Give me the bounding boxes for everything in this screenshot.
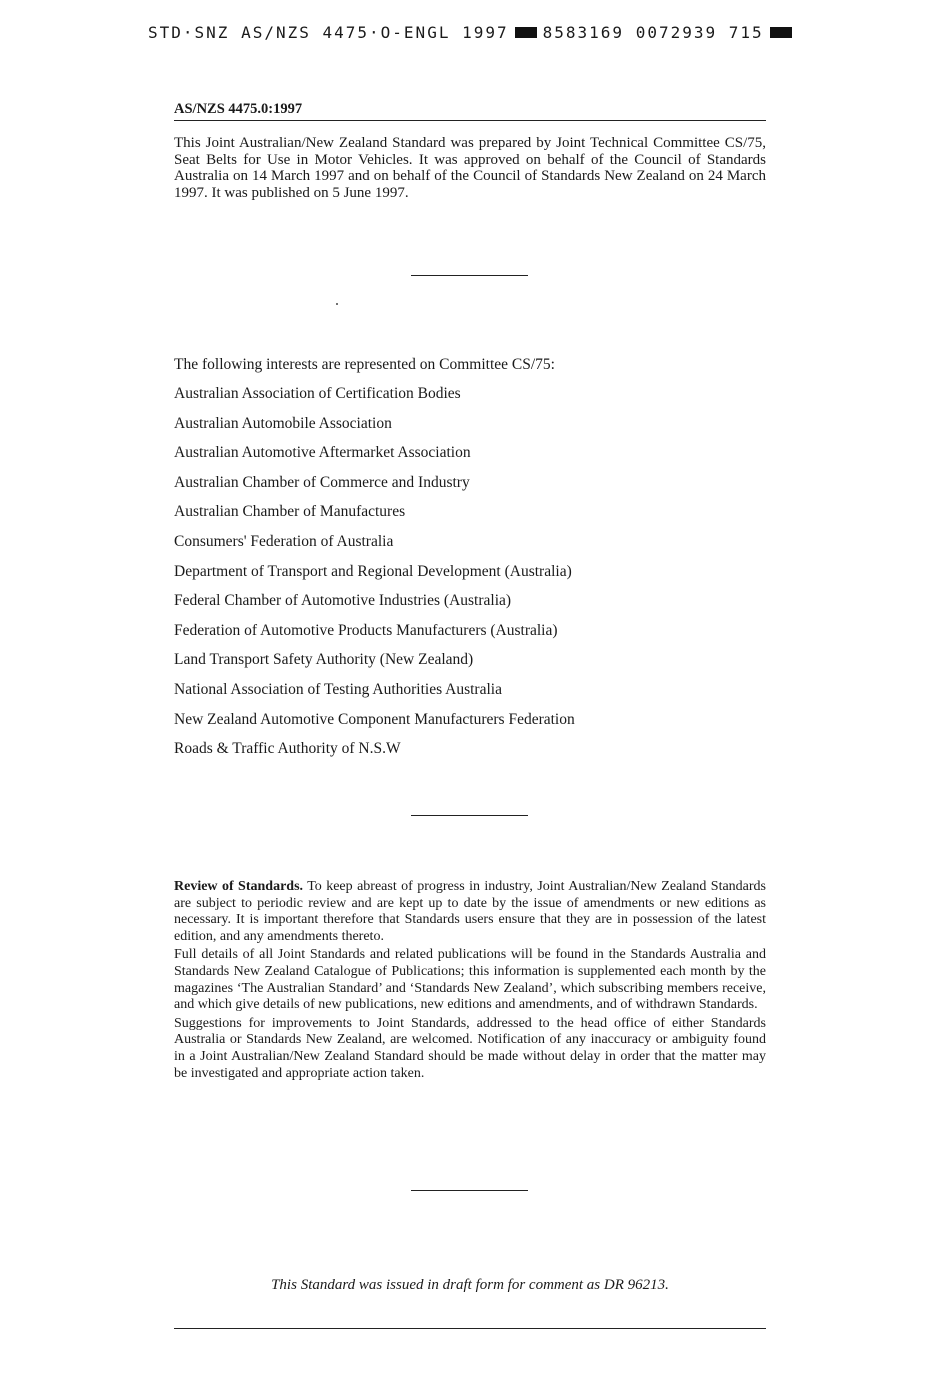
committee-member-list (174, 384, 766, 769)
review-paragraph: Full details of all Joint Standards and related publications will be found in the Standards Australia and Standards New Zealand Catalogue of Publications; this information is supplemented each month by the magazines ‘The Australian Standard’ and ‘Standards New Zealand’, which subscribing members receive, and which give details of new publications, new editions and amendments, and of withdrawn Standards. (174, 947, 766, 1013)
committee-member: Federation of Automotive Products Manufacturers (Australia) (174, 621, 558, 639)
redaction-block (770, 27, 792, 38)
committee-member: New Zealand Automotive Component Manufacturers Federation (174, 710, 575, 728)
review-of-standards (174, 879, 766, 1084)
committee-member: National Association of Testing Authorities Australia (174, 680, 502, 698)
committee-member: Australian Automobile Association (174, 414, 392, 432)
committee-member: Australian Automotive Aftermarket Association (174, 444, 471, 462)
committee-member: Australian Association of Certification Bodies (174, 385, 461, 402)
review-paragraph: Suggestions for improvements to Joint Standards, addressed to the head office of either Standards Australia or Standards New Zealand, are welcomed. Notification of any inaccuracy or ambiguity found in a Joint Australian/New Zealand Standard should be made without delay in order that the matter may be investigated and appropriate action taken. (174, 1015, 766, 1081)
review-heading: Review of Standards. (174, 879, 304, 894)
committee-member: Department of Transport and Regional Development (Australia) (174, 562, 572, 580)
committee-member: Federal Chamber of Automotive Industries (Australia) (174, 592, 512, 610)
committee-member: Consumers' Federation of Australia (174, 532, 394, 550)
committee-member: Australian Chamber of Commerce and Industry (174, 473, 470, 491)
scan-header-code (148, 20, 818, 44)
section-divider (411, 815, 528, 816)
scan-speck (336, 303, 338, 305)
redaction-block (515, 27, 537, 38)
committee-lead: The following interests are represented on Committee CS/75: (174, 356, 555, 373)
review-text: To keep abreast of progress in industry, Joint Australian/New Zealand Standards are subject to periodic review and are kept up to date by the issue of amendments or new editions as necessary. It is important therefore that Standards users ensure that they are in possession of the latest edition, and any amendments thereto. (174, 879, 767, 944)
section-divider (411, 1190, 528, 1191)
header-code-right: 8583169 0072939 715 (542, 22, 764, 42)
draft-note: This Standard was issued in draft form for comment as DR 96213. (271, 1277, 669, 1293)
intro-paragraph: This Joint Australian/New Zealand Standard was prepared by Joint Technical Committee CS/75, Seat Belts for Use in Motor Vehicles. It was approved on behalf of the Council of Standards Australia on 14 March 1997 and on behalf of the Council of Standards New Zealand on 24 March 1997. It was published on 5 June 1997. (174, 135, 766, 201)
section-divider (411, 275, 528, 276)
committee-member: Roads & Traffic Authority of N.S.W (174, 740, 401, 758)
footer-rule (174, 1328, 766, 1329)
committee-member: Land Transport Safety Authority (New Zealand) (174, 651, 474, 669)
review-paragraph (174, 879, 766, 945)
header-code-left: STD·SNZ AS/NZS 4475·O-ENGL 1997 (148, 22, 509, 42)
document-id: AS/NZS 4475.0:1997 (174, 101, 766, 121)
committee-section (174, 355, 766, 769)
committee-member: Australian Chamber of Manufactures (174, 503, 406, 521)
